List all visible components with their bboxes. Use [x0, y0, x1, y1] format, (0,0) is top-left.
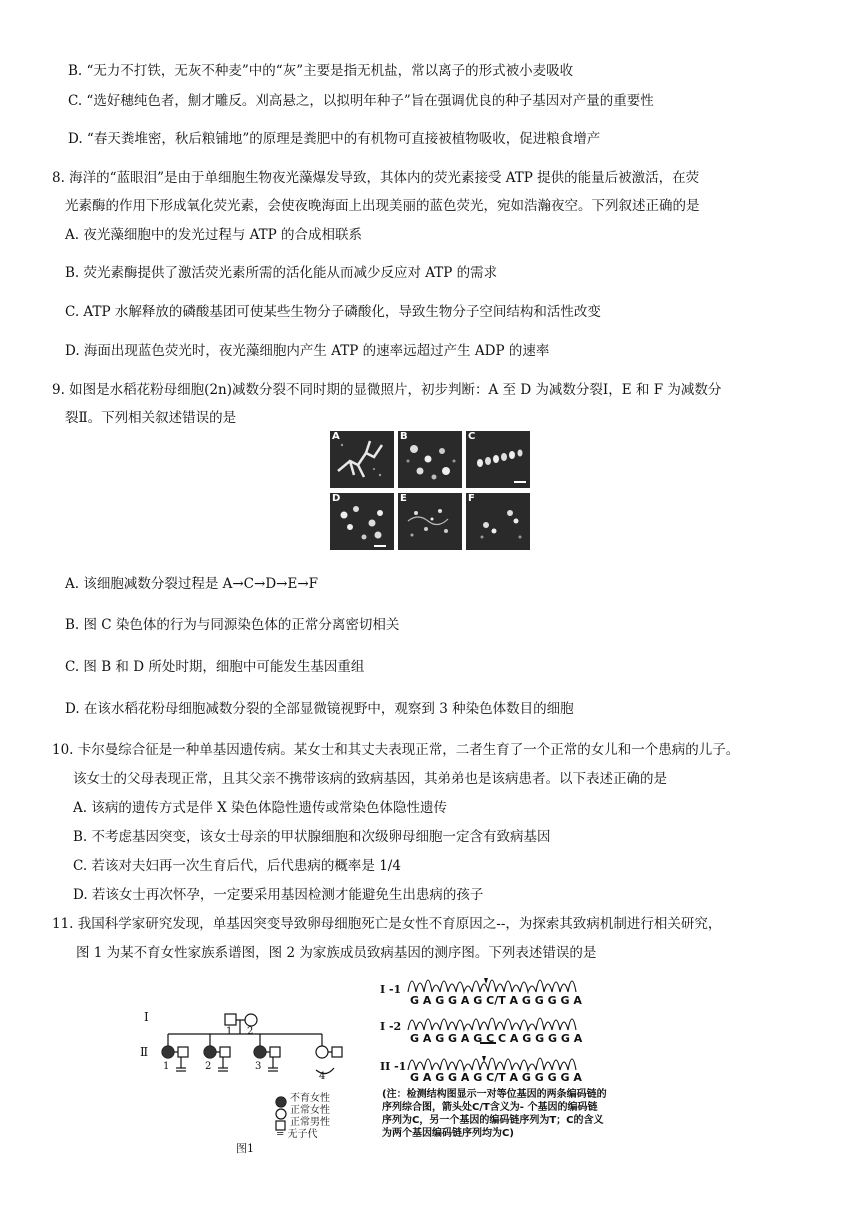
seq-row-ii-1-sequence: G A G G A G C/T A G G G G A [410, 1071, 582, 1084]
panel-label-f: F [468, 493, 475, 504]
q7-option-d: D. “春天粪堆密，秋后粮铺地”的原理是粪肥中的有机物可直接被植物吸收，促进粮食增产 [68, 131, 601, 147]
panel-label-a: A [332, 431, 340, 442]
q8-stem-line2: 光素酶的作用下形成氧化荧光素，会使夜晚海面上出现美丽的蓝色荧光，宛如浩瀚夜空。下列叙述正确的是 [65, 198, 700, 214]
panel-label-c: C [468, 431, 476, 442]
note-line-4: 为两个基因编码链序列均为C) [382, 1128, 514, 1139]
q10-option-d: D. 若该女士再次怀孕，一定要采用基因检测才能避免生出患病的孩子 [73, 887, 484, 903]
pedigree-ii-2-number: 2 [205, 1061, 212, 1072]
note-line-2: 序列综合图，箭头处C/T含义为- 个基因的编码链 [382, 1102, 598, 1113]
pedigree-ii-3-number: 3 [255, 1061, 262, 1072]
note-line-3: 序列为C，另一个基因的编码链序列为T；C的含义 [382, 1115, 604, 1126]
q9-option-d: D. 在该水稻花粉母细胞减数分裂的全部显微镜视野中，观察到 3 种染色体数目的细胞 [65, 701, 574, 717]
q10-option-b: B. 不考虑基因突变，该女士母亲的甲状腺细胞和次级卵母细胞一定含有致病基因 [73, 829, 551, 845]
seq-row-i-1-label: I -1 [380, 983, 402, 996]
q10-stem-line1: 10. 卡尔曼综合征是一种单基因遗传病。某女士和其丈夫表现正常，二者生育了一个正常的女儿和一个患病的儿子。 [52, 742, 740, 758]
panel-label-d: D [332, 493, 341, 504]
seq-row-i-2-label: I -2 [380, 1020, 402, 1033]
micrograph-panel-e [398, 493, 462, 550]
q9-option-a: A. 该细胞减数分裂过程是 A→C→D→E→F [65, 576, 318, 592]
legend-infertile-female: 不育女性 [290, 1093, 330, 1104]
q8-stem-line1: 8. 海洋的“蓝眼泪”是由于单细胞生物夜光藻爆发导致，其体内的荧光素接受 ATP 提供的能量后被激活，在荧 [52, 170, 700, 186]
panel-label-b: B [400, 431, 408, 442]
q8-option-a: A. 夜光藻细胞中的发光过程与 ATP 的合成相联系 [65, 227, 363, 243]
q11-stem-line2: 图 1 为某不育女性家族系谱图，图 2 为家族成员致病基因的测序图。下列表述错误的是 [76, 945, 597, 961]
q10-option-a: A. 该病的遗传方式是伴 X 染色体隐性遗传或常染色体隐性遗传 [73, 800, 448, 816]
pedigree-gen-2-label: Ⅱ [140, 1045, 149, 1059]
legend-no-offspring: = 无子代 [276, 1129, 318, 1140]
pedigree-ii-1-number: 1 [163, 1061, 170, 1072]
micrograph-panel-f [466, 493, 530, 550]
pedigree-figure [140, 1010, 380, 1160]
seq-row-ii-1-label: II -1 [380, 1060, 407, 1073]
legend-normal-male: 正常男性 [290, 1117, 330, 1128]
sequencing-note [382, 1088, 607, 1140]
q8-option-b: B. 荧光素酶提供了激活荧光素所需的活化能从而减少反应对 ATP 的需求 [65, 265, 498, 281]
q9-stem-line1: 9. 如图是水稻花粉母细胞(2n)减数分裂不同时期的显微照片，初步判断：A 至 D 为减数分裂Ⅰ，E 和 F 为减数分 [52, 382, 722, 398]
q7-option-b: B. “无力不打铁，无灰不种麦”中的“灰”主要是指无机盐，常以离子的形式被小麦吸收 [68, 63, 574, 79]
q11-stem-line1: 11. 我国科学家研究发现，单基因突变导致卵母细胞死亡是女性不育原因之--，为探索其致病机制进行相关研究， [52, 916, 722, 932]
q9-stem-line2: 裂Ⅱ。下列相关叙述错误的是 [65, 410, 237, 426]
pedigree-gen-1-label: I [144, 1010, 149, 1024]
q8-option-d: D. 海面出现蓝色荧光时，夜光藻细胞内产生 ATP 的速率远超过产生 ADP 的速率 [65, 343, 550, 359]
pedigree-i-1-number: 1 [226, 1026, 233, 1037]
meiosis-micrograph-figure [328, 429, 532, 551]
micrograph-panel-a [330, 431, 394, 488]
seq-row-i-2-sequence: G A G G A G C C A G G G G A [410, 1032, 583, 1045]
q9-option-c: C. 图 B 和 D 所处时期，细胞中可能发生基因重组 [65, 659, 365, 675]
legend-normal-female: 正常女性 [290, 1105, 330, 1116]
micrograph-panel-c [466, 431, 530, 488]
panel-label-e: E [400, 493, 407, 504]
q10-option-c: C. 若该对夫妇再一次生育后代，后代患病的概率是 1/4 [73, 858, 401, 874]
figure-1-caption: 图1 [236, 1142, 254, 1155]
micrograph-panel-d [330, 493, 394, 550]
micrograph-panel-b [398, 431, 462, 488]
q9-option-b: B. 图 C 染色体的行为与同源染色体的正常分离密切相关 [65, 617, 400, 633]
q7-option-c: C. “选好穗纯色者，劁才雕反。刈高悬之，以拟明年种子”旨在强调优良的种子基因对产量的重要性 [68, 93, 654, 109]
pedigree-ii-4-number: 4 [319, 1071, 326, 1082]
seq-row-i-1-sequence: G A G G A G C/T A G G G G A [410, 994, 582, 1007]
q8-option-c: C. ATP 水解释放的磷酸基团可使某些生物分子磷酸化，导致生物分子空间结构和活性改变 [65, 304, 601, 320]
sequencing-chromatogram-figure [376, 966, 626, 1139]
q10-stem-line2: 该女士的父母表现正常，且其父亲不携带该病的致病基因，其弟弟也是该病患者。以下表述正确的是 [73, 771, 667, 787]
note-line-1: (注：检测结构图显示一对等位基因的两条编码链的 [382, 1089, 607, 1100]
pedigree-i-2-number: 2 [247, 1026, 254, 1037]
